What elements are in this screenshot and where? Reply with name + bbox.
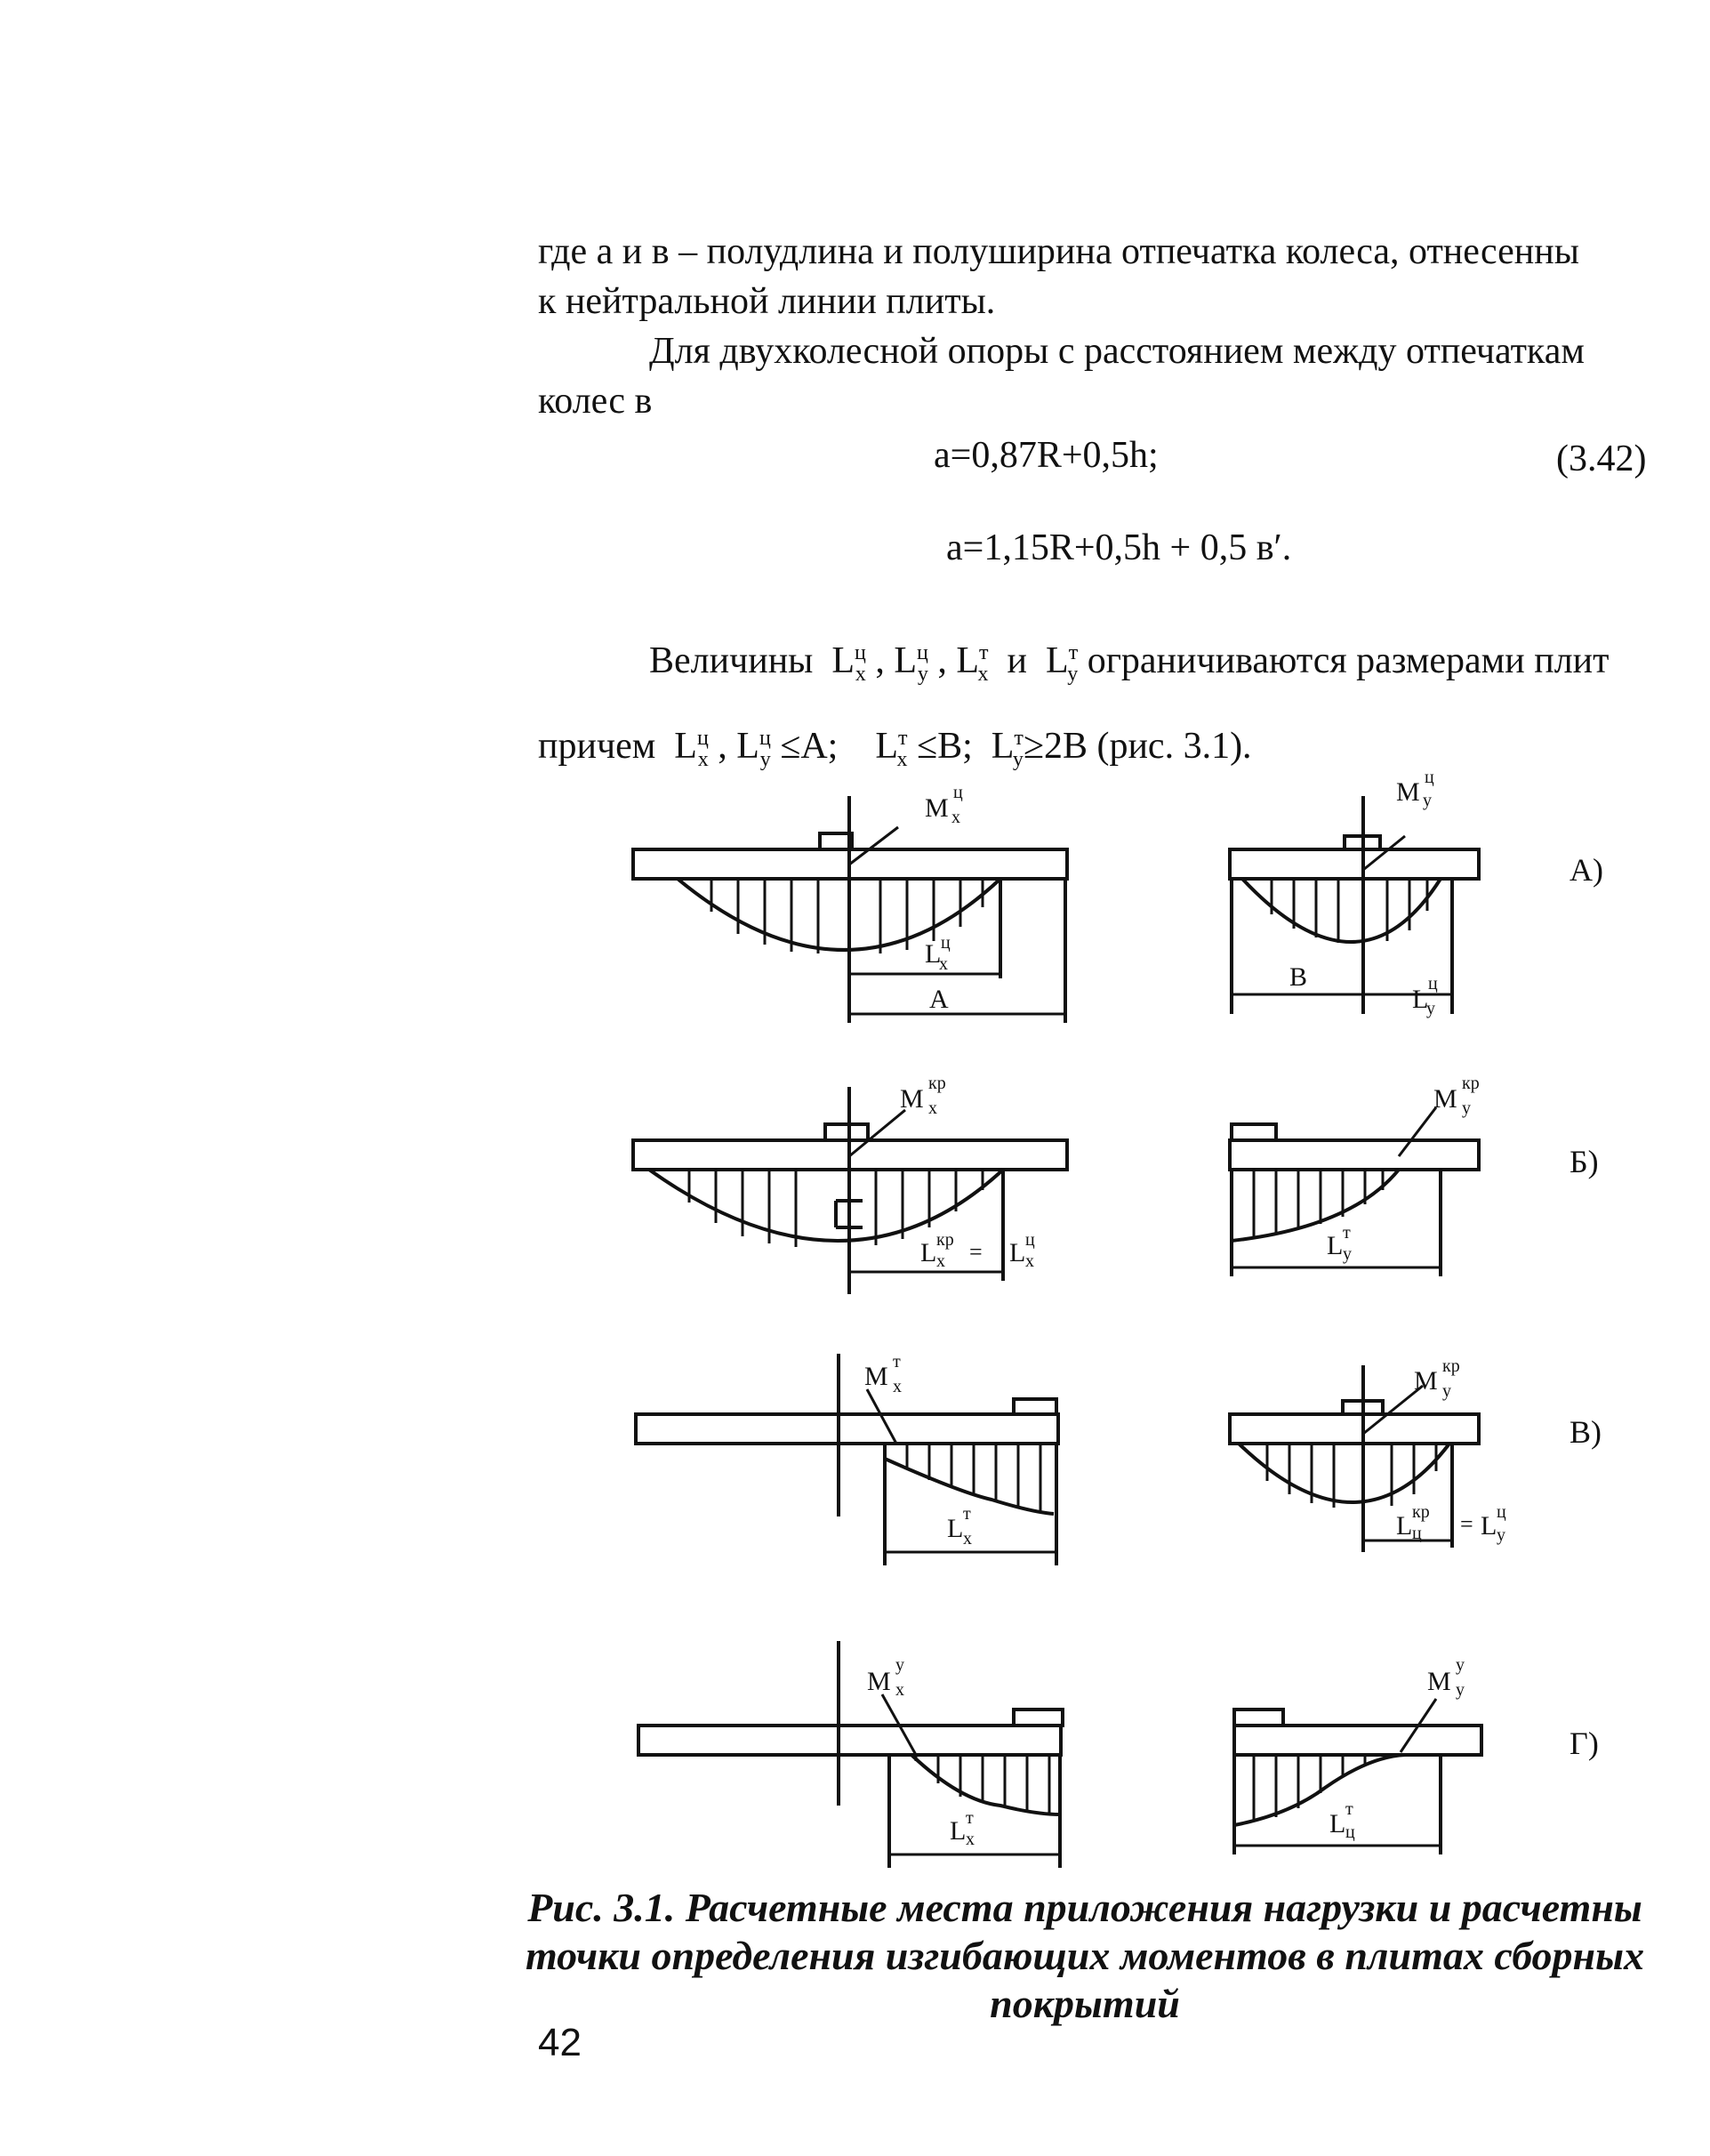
svg-text:y: y [1426, 999, 1435, 1018]
svg-text:т: т [963, 1504, 971, 1524]
formula-a: a=1,15R+0,5h + 0,5 в′. [946, 527, 1292, 568]
body-text-line-limits: Величины $L^ц_x$ , $L^ц_y$ , $L^т_x$ и $L^т_y$ ограничиваются размерами плит [649, 640, 1610, 687]
symbol-Ly-t: $L^т_y$ [1046, 640, 1079, 687]
svg-text:ц: ц [1025, 1230, 1035, 1250]
svg-text:y: y [1423, 791, 1432, 810]
svg-text:B: B [1289, 962, 1308, 992]
formula-3-42: a=0,87R+0,5h; [934, 435, 1159, 476]
figure-caption-line: покрытий [990, 1981, 1180, 2026]
svg-text:A: A [929, 985, 949, 1014]
svg-text:у: у [895, 1655, 904, 1675]
svg-text:=: = [969, 1239, 983, 1265]
svg-text:x: x [1025, 1251, 1034, 1271]
svg-text:ц: ц [1345, 1822, 1355, 1842]
svg-text:x: x [936, 1251, 945, 1271]
svg-text:=: = [1460, 1511, 1473, 1537]
svg-text:M: M [1414, 1366, 1438, 1396]
svg-text:y: y [1442, 1381, 1451, 1401]
svg-text:x: x [928, 1098, 937, 1118]
diagram-b-left [633, 1087, 1067, 1294]
diagram-c-left [636, 1354, 1058, 1565]
svg-text:x: x [939, 954, 948, 974]
svg-text:ц: ц [1497, 1502, 1506, 1522]
row-label-b: Б) [1570, 1144, 1599, 1179]
svg-text:M: M [900, 1084, 924, 1114]
diagram-b-right [1230, 1107, 1479, 1276]
formula-number: (3.42) [1556, 438, 1647, 479]
svg-text:L: L [1481, 1511, 1497, 1541]
symbol-Ly-c: $L^ц_y$ [894, 640, 928, 687]
svg-text:т: т [893, 1352, 901, 1372]
svg-text:ц: ц [953, 783, 963, 802]
row-label-c: В) [1570, 1414, 1602, 1450]
row-label-d: Г) [1570, 1726, 1599, 1761]
svg-text:L: L [1412, 985, 1429, 1014]
svg-text:т: т [966, 1808, 974, 1828]
figure-caption-line: Рис. 3.1. Расчетные места приложения нагрузки и расчетны [527, 1885, 1642, 1930]
svg-text:L: L [1329, 1809, 1346, 1838]
svg-text:L: L [1327, 1231, 1344, 1260]
svg-text:ц: ц [1428, 974, 1438, 994]
svg-text:L: L [947, 1514, 964, 1543]
svg-text:y: y [1456, 1680, 1465, 1700]
svg-text:x: x [895, 1680, 904, 1700]
svg-text:у: у [1456, 1655, 1465, 1675]
svg-text:M: M [1433, 1084, 1457, 1114]
diagram-a-left [633, 796, 1067, 1023]
figure-caption-line: точки определения изгибающих моментов в плитах сборных [525, 1933, 1644, 1978]
svg-text:ц: ц [941, 933, 951, 953]
svg-text:M: M [867, 1667, 891, 1696]
svg-text:L: L [1396, 1511, 1413, 1541]
svg-text:кр: кр [1462, 1074, 1480, 1093]
row-label-a: А) [1570, 852, 1603, 888]
label-M: M [925, 793, 949, 823]
svg-text:т: т [1343, 1223, 1351, 1243]
svg-text:кр: кр [1412, 1502, 1430, 1522]
svg-text:x: x [966, 1830, 975, 1849]
svg-text:M: M [1396, 777, 1420, 807]
svg-text:M: M [1427, 1667, 1451, 1696]
svg-text:L: L [950, 1816, 967, 1846]
svg-text:кр: кр [1442, 1356, 1460, 1376]
body-text-line-conditions: причем $L^ц_x$ , $L^ц_y \le A$; $L^т_x \le B$; $L^т_y\ge 2B$ (рис. 3.1). [538, 726, 1252, 772]
svg-text:y: y [1497, 1525, 1505, 1545]
body-text-line: колес в [538, 381, 653, 422]
symbol-Lx-t: $L^т_x$ [956, 640, 989, 687]
body-text-line: Для двухколесной опоры с расстоянием между отпечаткам [649, 331, 1585, 372]
page-number: 42 [538, 2021, 582, 2064]
svg-text:L: L [920, 1238, 937, 1267]
diagram-d-right [1234, 1699, 1481, 1854]
diagram-a-right [1230, 796, 1479, 1014]
svg-text:т: т [1345, 1799, 1353, 1819]
svg-text:y: y [1462, 1098, 1471, 1118]
svg-text:кр: кр [928, 1074, 946, 1093]
diagram-c-right [1230, 1365, 1479, 1552]
svg-text:L: L [925, 939, 942, 969]
body-text-line: к нейтральной линии плиты. [538, 281, 996, 322]
symbol-Lx-c: $L^ц_x$ [831, 640, 866, 687]
diagram-d-left [638, 1641, 1063, 1868]
svg-text:x: x [963, 1529, 972, 1549]
svg-text:ц: ц [1425, 768, 1434, 787]
body-text-line: где а и в – полудлина и полуширина отпечатка колеса, отнесенны [538, 231, 1579, 272]
svg-text:x: x [951, 808, 960, 827]
svg-text:ц: ц [1412, 1524, 1422, 1543]
svg-text:y: y [1343, 1244, 1352, 1264]
svg-text:L: L [1009, 1238, 1026, 1267]
svg-text:кр: кр [936, 1230, 954, 1250]
svg-text:M: M [864, 1362, 888, 1391]
svg-text:x: x [893, 1377, 902, 1396]
